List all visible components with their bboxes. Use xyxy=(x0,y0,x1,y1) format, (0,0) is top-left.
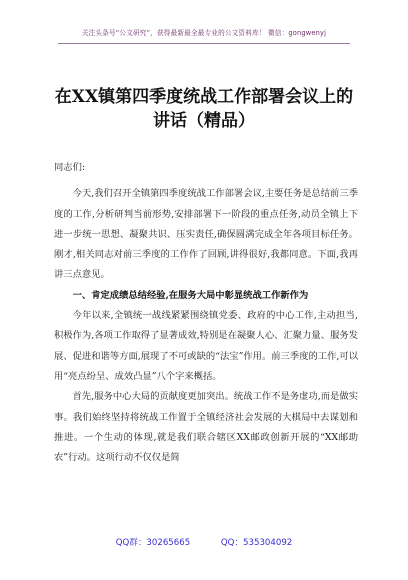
qq-number: QQ：535304092 xyxy=(220,538,293,548)
paragraph-3: 首先,服务中心大局的贡献度更加突出。统战工作不是务虚功,而是做实事。我们始终坚持将统战工作置于全镇经济社会发展的大棋局中去谋划和推进。一个生动的体现,就是我们联合辖区XX邮政创新开展的“XX邮助农”行动。这项行动不仅仅是简 xyxy=(54,391,358,464)
qq-group: QQ群：30265665 xyxy=(115,538,191,548)
greeting: 同志们: xyxy=(54,162,86,173)
title-line-1: 在XX镇第四季度统战工作部署会议上的 xyxy=(54,87,354,107)
promo-banner: 关注头条号“公文研究”，获得最新最全最专业的公文资料库！ 微信：gongwenyj xyxy=(81,29,327,37)
footer-contact xyxy=(0,536,408,548)
section-heading-1: 一、肯定成绩总结经验,在服务大局中彰显统战工作新作为 xyxy=(72,289,309,301)
document-body xyxy=(54,158,358,468)
document-title xyxy=(40,85,368,133)
paragraph-1: 今天,我们召开全镇第四季度统战工作部署会议,主要任务是总结前三季度的工作,分析研判当前形势,安排部署下一阶段的重点任务,动员全镇上下进一步统一思想、凝聚共识、压实责任,确保圆满完成全年各项目标任务。刚才,相关同志对前三季度的工作作了回顾,讲得很好,我都同意。下面,我再讲三点意见。 xyxy=(54,188,358,281)
banner-divider xyxy=(58,43,350,44)
title-line-2: 讲话（精品） xyxy=(153,111,255,131)
paragraph-2: 今年以来,全镇统一战线紧紧围绕镇党委、政府的中心工作,主动担当,积极作为,各项工作取得了显著成效,特别是在凝聚人心、汇聚力量、服务发展、促进和谐等方面,展现了不可或缺的“法宝”作用。前三季度的工作,可以用“亮点纷呈、成效凸显”八个字来概括。 xyxy=(54,310,358,382)
